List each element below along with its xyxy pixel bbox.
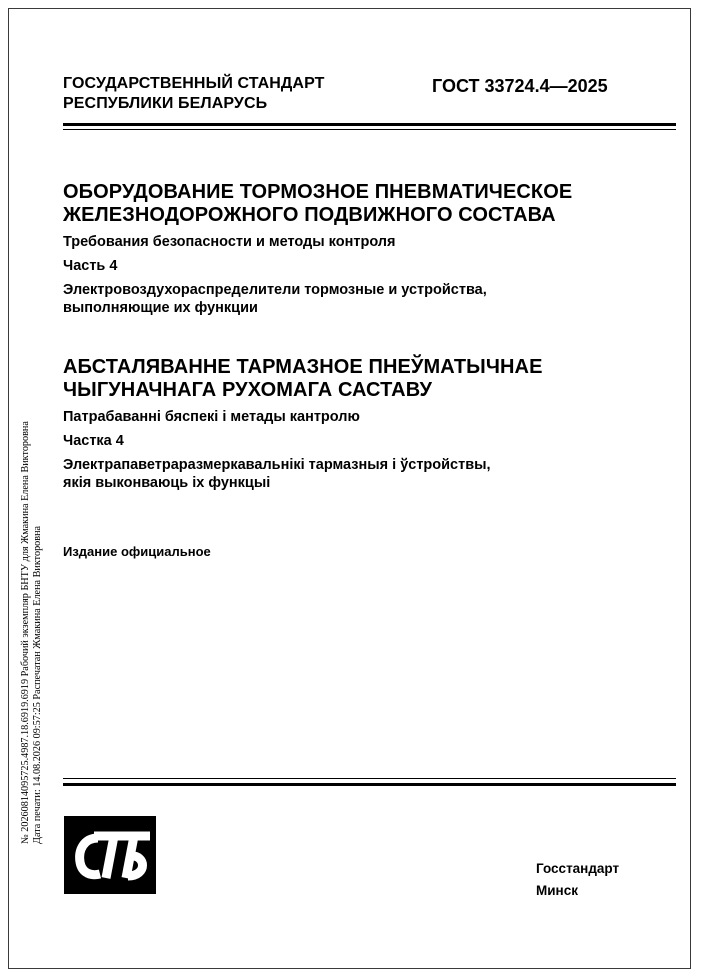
russian-title-line-2: ЖЕЛЕЗНОДОРОЖНОГО ПОДВИЖНОГО СОСТАВА xyxy=(63,204,556,226)
publisher-block xyxy=(536,858,619,902)
side-note-line-1: № 20260814095725.4987.18.6919.6919 Рабочий экземпляр БНТУ для Жмакина Елена Викторовна xyxy=(20,421,31,844)
publisher-city: Минск xyxy=(536,883,578,898)
stb-logo-icon xyxy=(64,816,156,894)
belarusian-subtitle: Патрабаванні бяспекі і метады кантролю xyxy=(63,409,360,425)
russian-desc-line-1: Электровоздухораспределители тормозные и устройства, xyxy=(63,282,487,298)
belarusian-desc-line-2: якія выконваюць іх функцыі xyxy=(63,475,271,491)
standard-code: ГОСТ 33724.4—2025 xyxy=(432,76,608,96)
belarusian-title-line-2: ЧЫГУНАЧНАГА РУХОМАГА САСТАВУ xyxy=(63,379,433,401)
side-note-line-1b: для Жмакина Елена Викторовна xyxy=(20,421,31,562)
edition-label: Издание официальное xyxy=(63,544,211,559)
header-rule-thin xyxy=(63,129,676,130)
russian-desc-line-2: выполняющие их функции xyxy=(63,300,258,316)
header-rule-thick xyxy=(63,123,676,126)
publisher-name: Госстандарт xyxy=(536,861,620,876)
standard-org xyxy=(63,74,325,114)
footer-rule-thick xyxy=(63,783,676,786)
org-line-1: ГОСУДАРСТВЕННЫЙ СТАНДАРТ xyxy=(63,75,325,92)
belarusian-desc-line-1: Электрапаветраразмеркавальнікі тармазныя і ўстройствы, xyxy=(63,457,491,473)
belarusian-title-line-1: АБСТАЛЯВАННЕ ТАРМАЗНОЕ ПНЕЎМАТЫЧНАЕ xyxy=(63,356,543,378)
footer-rule-thin xyxy=(63,778,676,779)
russian-title-block xyxy=(63,181,663,317)
side-note-line-2: Дата печати: 14.08.2026 09:57:25 Распечатан Жмакина Елена Викторовна xyxy=(32,525,43,844)
org-line-2: РЕСПУБЛИКИ БЕЛАРУСЬ xyxy=(63,95,268,112)
russian-title-line-1: ОБОРУДОВАНИЕ ТОРМОЗНОЕ ПНЕВМАТИЧЕСКОЕ xyxy=(63,181,573,203)
russian-part: Часть 4 xyxy=(63,258,118,274)
russian-subtitle: Требования безопасности и методы контроля xyxy=(63,234,396,250)
belarusian-title-block xyxy=(63,356,663,492)
belarusian-part: Частка 4 xyxy=(63,433,124,449)
